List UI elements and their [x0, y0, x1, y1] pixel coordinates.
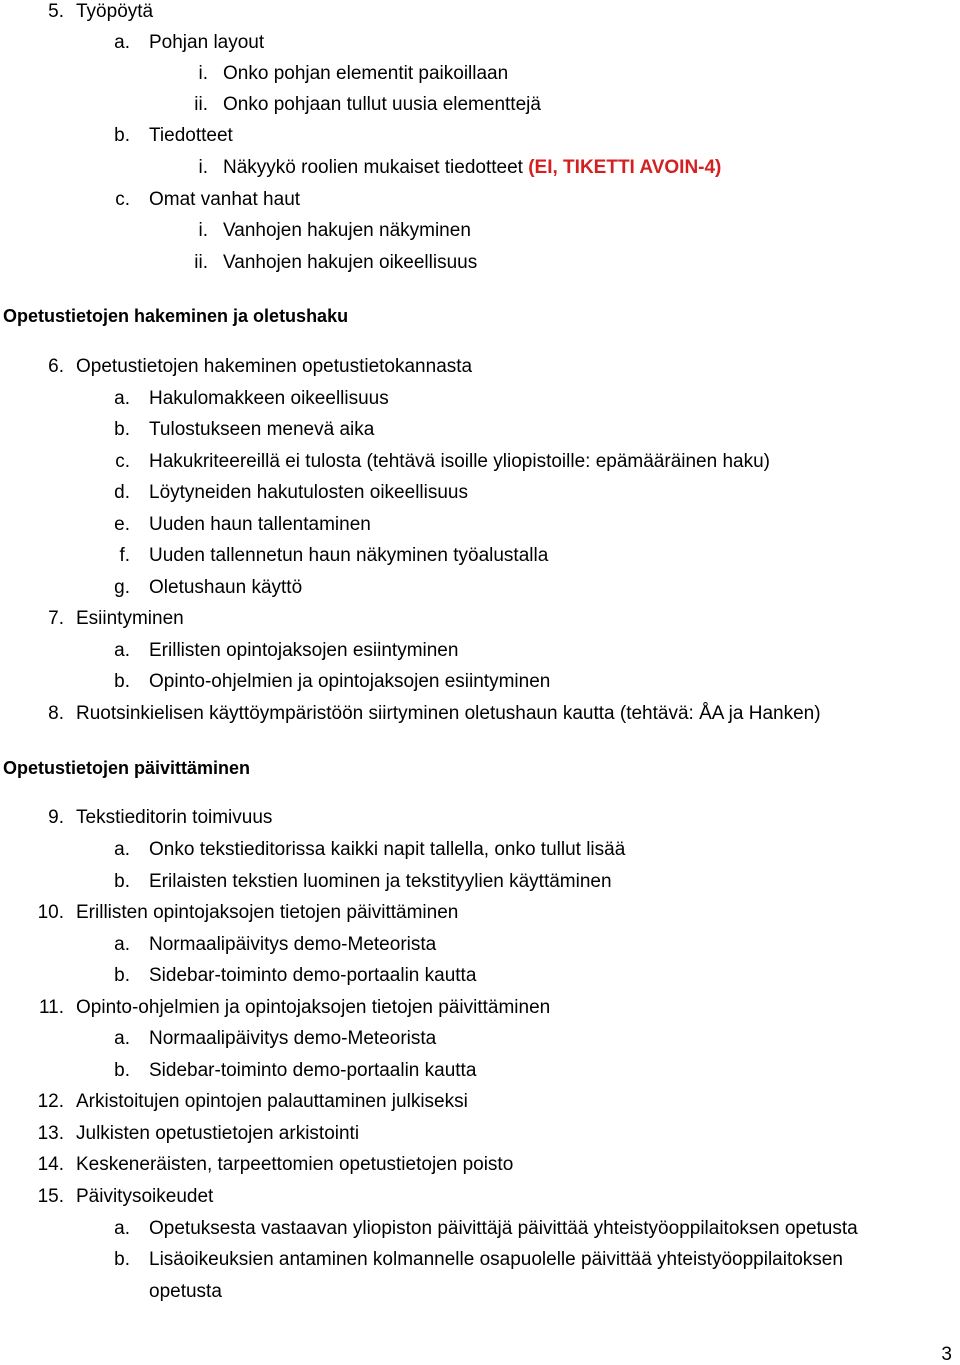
- section-heading: Opetustietojen päivittäminen: [3, 758, 251, 778]
- list-item-text: [149, 933, 436, 957]
- list-marker: g.: [114, 577, 130, 598]
- list-item-text: [149, 838, 625, 862]
- list-marker: b.: [114, 965, 130, 986]
- list-item-text: [76, 806, 272, 830]
- list-item: [0, 450, 960, 476]
- list-item-text: [76, 355, 472, 379]
- item-text: Pohjan layout: [149, 32, 265, 53]
- list-item-text: [149, 576, 302, 600]
- list-item-text: [76, 1185, 213, 1209]
- list-marker: b.: [114, 419, 130, 440]
- list-marker: a.: [114, 1218, 130, 1239]
- list-marker: c.: [115, 451, 130, 472]
- list-marker: i.: [198, 157, 208, 178]
- list-marker: a.: [114, 934, 130, 955]
- list-item: [0, 156, 960, 182]
- list-item-text: [149, 639, 458, 663]
- list-item-text: [76, 1153, 513, 1177]
- list-marker: 5.: [48, 1, 64, 22]
- list-marker: f.: [119, 545, 130, 566]
- list-item: [0, 933, 960, 959]
- item-text: Löytyneiden hakutulosten oikeellisuus: [149, 482, 468, 503]
- item-text: Tulostukseen menevä aika: [149, 419, 375, 440]
- list-item: [0, 870, 960, 896]
- item-text: Työpöytä: [76, 1, 154, 22]
- item-text: Vanhojen hakujen oikeellisuus: [223, 252, 478, 273]
- list-item: [0, 1090, 960, 1116]
- list-item-text: [149, 387, 389, 411]
- item-text: Hakukriteereillä ei tulosta (tehtävä isoille yliopistoille: epämääräinen haku): [149, 451, 770, 472]
- item-text: Ruotsinkielisen käyttöympäristöön siirtyminen oletushaun kautta (tehtävä: ÅA ja Hanken): [76, 703, 821, 724]
- list-item-text: [149, 1217, 858, 1241]
- list-marker: ii.: [194, 252, 208, 273]
- item-text: Tiedotteet: [149, 125, 233, 146]
- item-text: Sidebar-toiminto demo-portaalin kautta: [149, 965, 477, 986]
- item-text: Omat vanhat haut: [149, 189, 301, 210]
- list-item: [0, 0, 960, 26]
- list-item-text: [149, 188, 300, 212]
- list-marker: b.: [114, 1060, 130, 1081]
- list-item-text: [76, 607, 184, 631]
- item-text: Lisäoikeuksien antaminen kolmannelle osapuolelle päivittää yhteistyöoppilaitoksen: [149, 1249, 843, 1270]
- list-item: [0, 1027, 960, 1053]
- list-marker: 14.: [37, 1154, 64, 1175]
- list-item: [0, 1153, 960, 1179]
- section-heading: Opetustietojen hakeminen ja oletushaku: [3, 306, 349, 326]
- list-item-text: [149, 481, 468, 505]
- item-text: Erillisten opintojaksojen tietojen päivittäminen: [76, 902, 459, 923]
- list-item: [0, 93, 960, 119]
- item-text: Esiintyminen: [76, 608, 184, 629]
- list-marker: 11.: [38, 997, 64, 1018]
- list-item-text: [149, 450, 770, 474]
- list-item-text: [223, 156, 721, 180]
- list-item-text: [149, 1059, 476, 1083]
- list-item: [0, 1248, 960, 1274]
- list-item: [0, 1185, 960, 1211]
- list-item-text: [149, 670, 550, 694]
- list-marker: b.: [114, 1249, 130, 1270]
- list-item: [0, 670, 960, 696]
- item-text: Julkisten opetustietojen arkistointi: [76, 1123, 360, 1144]
- page-number: 3: [941, 1344, 952, 1365]
- status-note: (EI, TIKETTI AVOIN-4): [528, 157, 722, 178]
- list-item: [0, 1122, 960, 1148]
- item-text: Opetuksesta vastaavan yliopiston päivittäjä päivittää yhteistyöoppilaitoksen opetusta: [149, 1218, 858, 1239]
- list-item: [0, 838, 960, 864]
- list-marker: 8.: [48, 703, 64, 724]
- list-item: [0, 219, 960, 245]
- item-text: Arkistoitujen opintojen palauttaminen julkiseksi: [76, 1091, 468, 1112]
- list-item-text: [149, 513, 371, 537]
- list-item-text: [223, 93, 541, 117]
- list-item-text: [76, 702, 821, 726]
- list-marker: 9.: [48, 807, 64, 828]
- item-text: Opinto-ohjelmien ja opintojaksojen esiintyminen: [149, 671, 551, 692]
- list-marker: b.: [114, 871, 130, 892]
- list-item-text: [149, 870, 612, 894]
- list-item-text: [223, 62, 508, 86]
- list-marker: i.: [198, 63, 208, 84]
- item-text: Onko pohjan elementit paikoillaan: [223, 63, 509, 84]
- item-text: Hakulomakkeen oikeellisuus: [149, 388, 389, 409]
- list-item: [0, 639, 960, 665]
- list-marker: a.: [114, 388, 130, 409]
- list-item-text: [149, 418, 374, 442]
- list-item: [0, 901, 960, 927]
- list-item: [0, 188, 960, 214]
- list-item: [0, 702, 960, 728]
- list-item: [0, 1217, 960, 1243]
- list-item: [0, 355, 960, 381]
- list-item-text: [149, 1280, 222, 1304]
- item-text: Uuden haun tallentaminen: [149, 514, 371, 535]
- list-item-text: [149, 31, 264, 55]
- list-item-text: [149, 1027, 436, 1051]
- list-item-text: [76, 1122, 359, 1146]
- list-item-text: [149, 124, 233, 148]
- item-text: Keskeneräisten, tarpeettomien opetustietojen poisto: [76, 1154, 514, 1175]
- list-marker: 7.: [48, 608, 64, 629]
- list-item-text: [149, 964, 476, 988]
- list-item-text: [149, 544, 548, 568]
- item-text: Erillisten opintojaksojen esiintyminen: [149, 640, 459, 661]
- list-marker: 12.: [37, 1091, 64, 1112]
- list-item-text: [76, 901, 458, 925]
- item-text: Uuden tallennetun haun näkyminen työalustalla: [149, 545, 549, 566]
- list-item: [0, 1280, 960, 1306]
- list-item-text: [223, 251, 477, 275]
- list-item: [0, 964, 960, 990]
- list-item: [0, 124, 960, 150]
- list-marker: 13.: [37, 1123, 64, 1144]
- list-item: [0, 996, 960, 1022]
- list-item-text: [223, 219, 471, 243]
- list-marker: a.: [114, 32, 130, 53]
- list-marker: 6.: [48, 356, 64, 377]
- list-marker: b.: [114, 671, 130, 692]
- list-item: [0, 576, 960, 602]
- list-marker: b.: [114, 125, 130, 146]
- list-marker: ii.: [194, 94, 208, 115]
- item-text: Opinto-ohjelmien ja opintojaksojen tietojen päivittäminen: [76, 997, 551, 1018]
- list-item: [0, 251, 960, 277]
- item-text: opetusta: [149, 1281, 222, 1302]
- list-marker: d.: [114, 482, 130, 503]
- list-item-text: [76, 996, 550, 1020]
- item-text: Onko pohjaan tullut uusia elementtejä: [223, 94, 541, 115]
- list-item: [0, 481, 960, 507]
- list-marker: e.: [114, 514, 130, 535]
- item-text: Näkyykö roolien mukaiset tiedotteet: [223, 157, 523, 178]
- item-text: Opetustietojen hakeminen opetustietokannasta: [76, 356, 473, 377]
- item-text: Oletushaun käyttö: [149, 577, 303, 598]
- item-text: Vanhojen hakujen näkyminen: [223, 220, 471, 241]
- list-marker: a.: [114, 839, 130, 860]
- list-item: [0, 806, 960, 832]
- list-item-text: [76, 1090, 468, 1114]
- list-item: [0, 1059, 960, 1085]
- list-item: [0, 418, 960, 444]
- item-text: Onko tekstieditorissa kaikki napit tallella, onko tullut lisää: [149, 839, 626, 860]
- item-text: Normaalipäivitys demo-Meteorista: [149, 934, 437, 955]
- list-item: [0, 513, 960, 539]
- item-text: Erilaisten tekstien luominen ja tekstityylien käyttäminen: [149, 871, 612, 892]
- item-text: Sidebar-toiminto demo-portaalin kautta: [149, 1060, 477, 1081]
- list-item: [0, 31, 960, 57]
- list-item: [0, 62, 960, 88]
- item-text: Tekstieditorin toimivuus: [76, 807, 273, 828]
- list-item: [0, 607, 960, 633]
- list-item: [0, 544, 960, 570]
- list-marker: a.: [114, 640, 130, 661]
- list-marker: 15.: [37, 1186, 64, 1207]
- item-text: Päivitysoikeudet: [76, 1186, 214, 1207]
- list-marker: c.: [115, 189, 130, 210]
- list-item-text: [149, 1248, 843, 1272]
- item-text: Normaalipäivitys demo-Meteorista: [149, 1028, 437, 1049]
- list-marker: 10.: [37, 902, 64, 923]
- list-item-text: [76, 0, 153, 24]
- list-item: [0, 387, 960, 413]
- list-marker: a.: [114, 1028, 130, 1049]
- list-marker: i.: [198, 220, 208, 241]
